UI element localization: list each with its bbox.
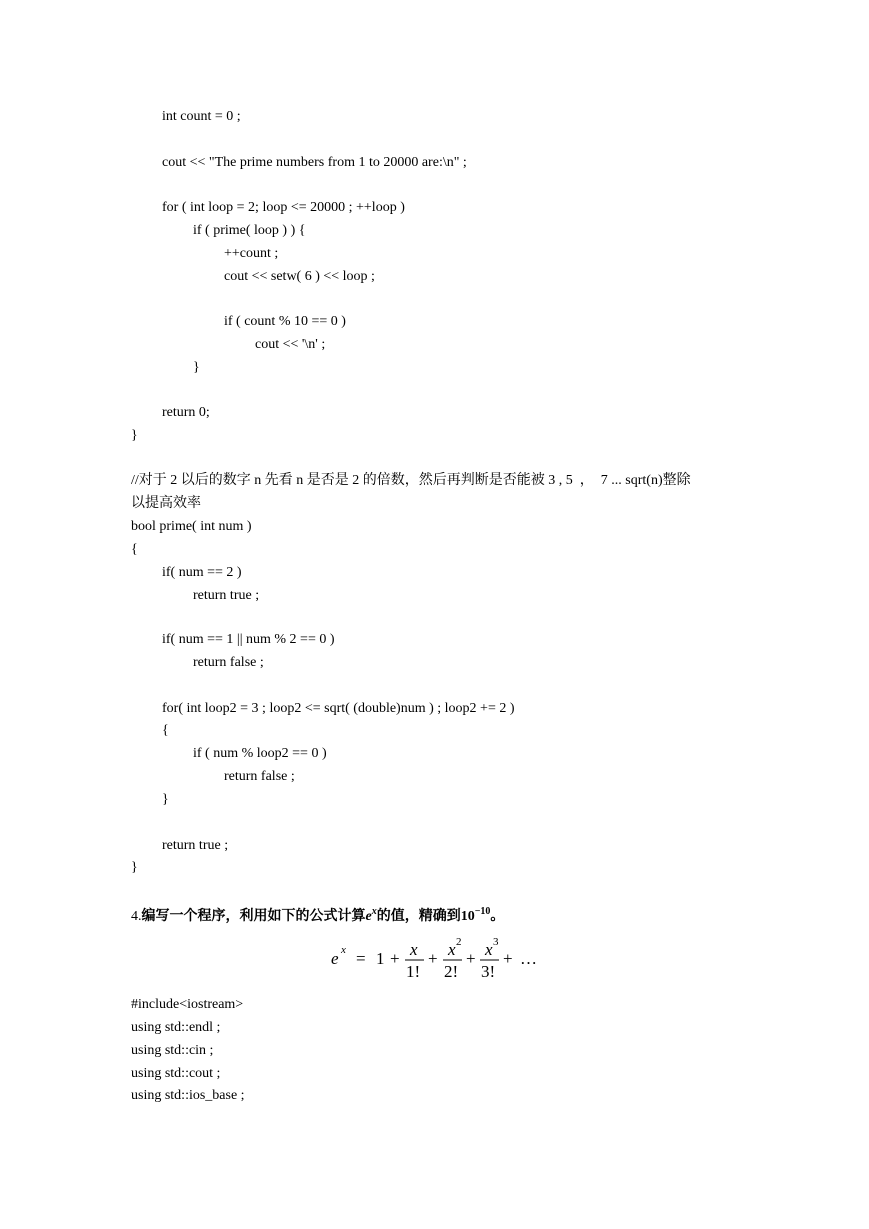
term-exponent: 2 — [456, 936, 462, 948]
formula-plus: + — [428, 949, 438, 968]
question-text: 的值，精确到 — [376, 909, 461, 924]
code-line: return false ; — [224, 769, 295, 784]
code-line: { — [131, 542, 138, 557]
code-comment: 以提高效率 — [131, 496, 201, 511]
code-line: #include<iostream> — [131, 997, 244, 1012]
question-text: 编写一个程序，利用如下的公式计算 — [141, 909, 366, 924]
code-line: if ( count % 10 == 0 ) — [224, 314, 346, 329]
code-line: using std::cout ; — [131, 1066, 221, 1081]
formula-plus: + — [466, 949, 476, 968]
term-numerator: x — [448, 940, 456, 959]
formula-lhs-exponent: x — [341, 944, 346, 956]
code-line: } — [162, 792, 169, 807]
code-line: ++count ; — [224, 246, 279, 261]
code-line: cout << setw( 6 ) << loop ; — [224, 269, 375, 284]
code-line: for ( int loop = 2; loop <= 20000 ; ++loop ) — [162, 200, 405, 215]
code-line: return true ; — [162, 838, 229, 853]
code-line: return false ; — [193, 655, 264, 670]
code-comment: //对于 2 以后的数字 n 先看 n 是否是 2 的倍数，然后再判断是否能被 3 , 5 ， 7 ... sqrt(n)整除 — [131, 473, 691, 488]
code-line: } — [131, 860, 138, 875]
formula-plus: + — [503, 949, 513, 968]
formula-ellipsis: … — [520, 949, 537, 968]
code-line: if( num == 1 || num % 2 == 0 ) — [162, 632, 335, 647]
power-base: 10 — [460, 909, 475, 924]
term-denominator: 1! — [406, 962, 421, 981]
code-line: { — [162, 723, 169, 738]
question-heading — [131, 902, 504, 927]
code-line: using std::cin ; — [131, 1043, 214, 1058]
math-e-exponent: x — [371, 906, 377, 917]
code-line: return 0; — [162, 405, 210, 420]
code-line: } — [193, 360, 200, 375]
term-denominator: 2! — [444, 962, 459, 981]
formula-plus: + — [390, 949, 400, 968]
formula-one: 1 — [376, 949, 385, 968]
question-text: 。 — [490, 909, 505, 924]
formula-lhs: e — [331, 949, 339, 968]
code-line: cout << '\n' ; — [255, 337, 326, 352]
formula-equals: = — [356, 949, 366, 968]
term-numerator: x — [485, 940, 493, 959]
term-numerator: x — [410, 940, 418, 959]
code-line: if( num == 2 ) — [162, 565, 242, 580]
code-line: cout << "The prime numbers from 1 to 20000 are:\n" ; — [162, 155, 467, 170]
power-exponent: −10 — [474, 906, 491, 917]
code-line: } — [131, 428, 138, 443]
term-denominator: 3! — [481, 962, 496, 981]
code-line: for( int loop2 = 3 ; loop2 <= sqrt( (double)num ) ; loop2 += 2 ) — [162, 701, 515, 716]
code-line: using std::endl ; — [131, 1020, 221, 1035]
code-line: int count = 0 ; — [162, 109, 241, 124]
code-line: bool prime( int num ) — [131, 519, 252, 534]
series-formula — [330, 933, 550, 983]
question-number: 4. — [131, 909, 142, 924]
math-e: e — [365, 909, 372, 924]
code-line: using std::ios_base ; — [131, 1088, 245, 1103]
code-line: if ( num % loop2 == 0 ) — [193, 746, 327, 761]
term-exponent: 3 — [493, 936, 499, 948]
code-line: return true ; — [193, 588, 260, 603]
code-line: if ( prime( loop ) ) { — [193, 223, 306, 238]
